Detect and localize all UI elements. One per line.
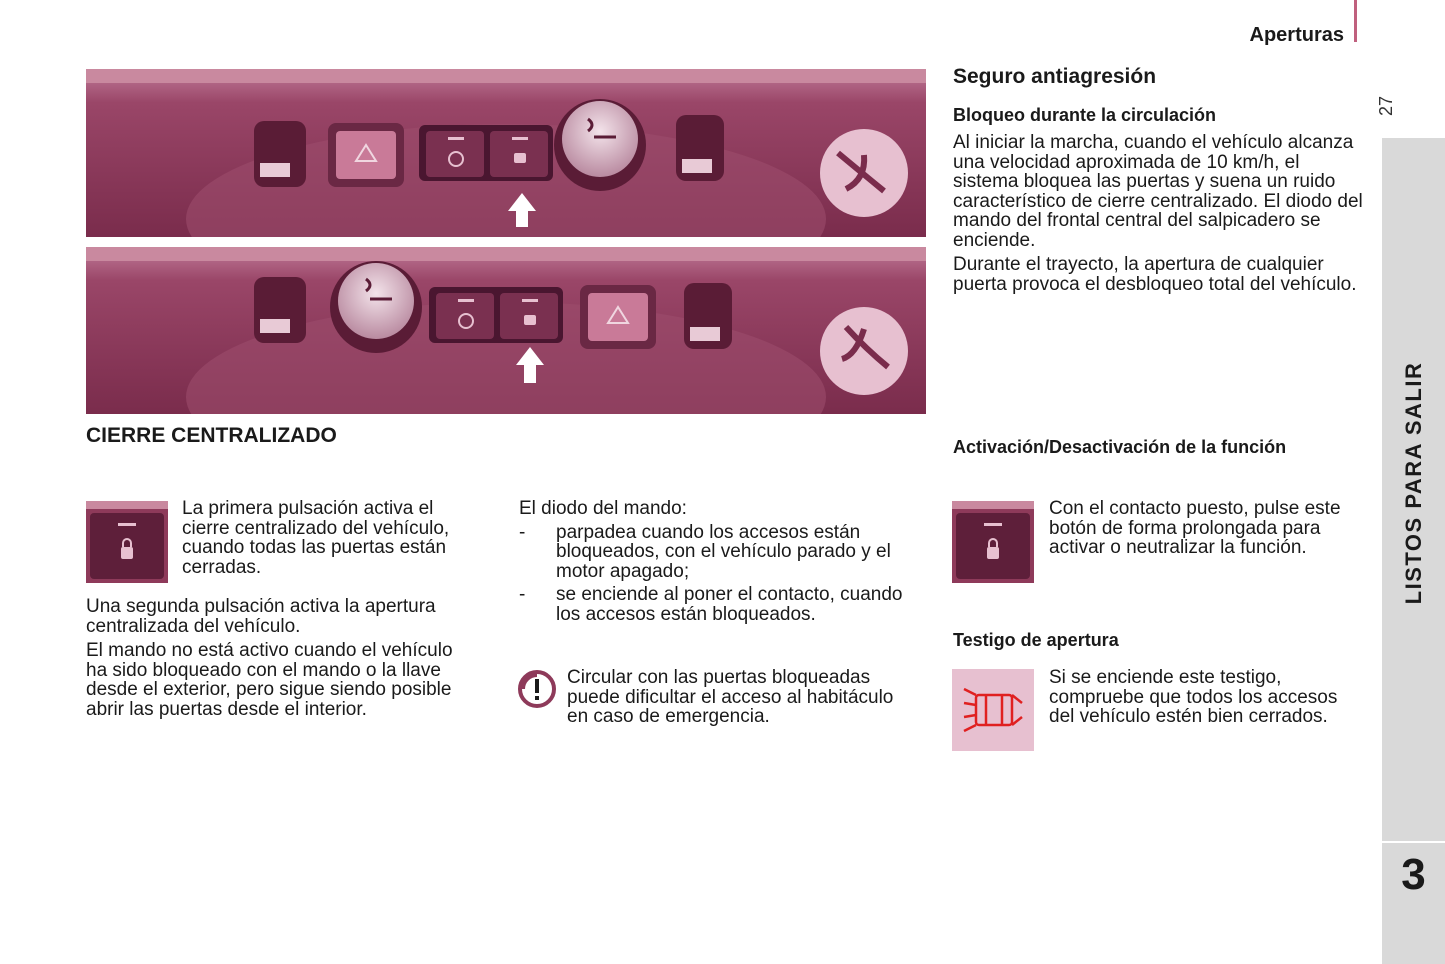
activation-text: Con el contacto puesto, pulse este botón de forma prolongada para activar o neutralizar la función. xyxy=(1049,498,1341,558)
lock-button-icon xyxy=(952,501,1034,583)
section-title: Aperturas xyxy=(1249,24,1344,46)
header-accent-bar xyxy=(1354,0,1357,42)
door-open-indicator-icon xyxy=(952,669,1034,751)
second-press-text: Una segunda pulsación activa la apertura centralizada del vehículo. xyxy=(86,596,436,637)
activation-heading: Activación/Desactivación de la función xyxy=(953,437,1287,457)
open-indicator-heading: Testigo de apertura xyxy=(953,630,1119,650)
dashboard-illustration-top xyxy=(86,69,926,237)
chapter-tab-divider xyxy=(1382,841,1445,843)
chapter-number: 3 xyxy=(1401,850,1426,899)
dashboard-panel-image xyxy=(86,247,926,414)
anti-aggression-title: Seguro antiagresión xyxy=(953,65,1157,88)
page-number: 27 xyxy=(1376,95,1396,116)
driving-lock-heading: Bloqueo durante la circulación xyxy=(953,105,1217,125)
door-open-text: Durante el trayecto, la apertura de cualquier puerta provoca el desbloqueo total del vehículo. xyxy=(953,254,1357,295)
diode-list xyxy=(519,523,914,625)
chapter-tab-label: LISTOS PARA SALIR xyxy=(1400,361,1426,605)
lock-button-icon xyxy=(86,501,168,583)
remote-note-text: El mando no está activo cuando el vehículo ha sido bloqueado con el mando o la llave desde el exterior, pero sigue siendo posible abrir las puertas desde el interior. xyxy=(86,640,453,720)
warning-icon xyxy=(518,670,556,708)
warning-text: Circular con las puertas bloqueadas puede dificultar el acceso al habitáculo en caso de emergencia. xyxy=(567,667,894,727)
dashboard-panel-image xyxy=(86,69,926,237)
driving-lock-text: Al iniciar la marcha, cuando el vehículo alcanza una velocidad aproximada de 10 km/h, el sistema bloquea las puertas y suena un ruido característico de cierre centralizado. El diodo del mando del frontal central del salpicadero se enciende. xyxy=(953,132,1363,251)
chapter-tab xyxy=(1382,138,1445,964)
dashboard-illustration-bottom xyxy=(86,247,926,414)
intro-text: La primera pulsación activa el cierre centralizado del vehículo, cuando todas las puertas están cerradas. xyxy=(182,498,450,578)
diode-lead: El diodo del mando: xyxy=(519,498,687,519)
open-indicator-text: Si se enciende este testigo, compruebe que todos los accesos del vehículo estén bien cerrados. xyxy=(1049,667,1338,727)
centralized-lock-title: CIERRE CENTRALIZADO xyxy=(86,424,337,447)
list-item: - parpadea cuando los accesos están bloqueados, con el vehículo parado y el motor apagado; xyxy=(519,523,914,582)
list-item: - se enciende al poner el contacto, cuando los accesos están bloqueados. xyxy=(519,585,914,624)
